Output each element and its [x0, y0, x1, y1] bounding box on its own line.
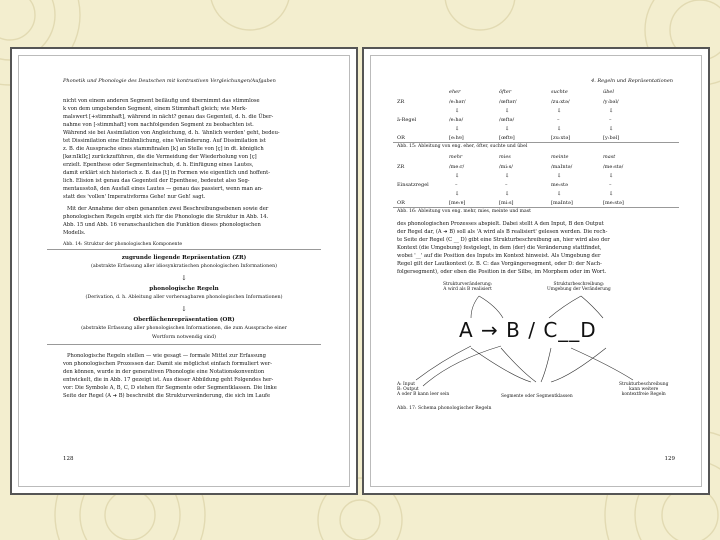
- row-label: ZR: [397, 99, 405, 105]
- arrow-down-icon: ⇩: [455, 173, 460, 179]
- table-cell: /me:r/: [449, 164, 465, 170]
- table-cell: [œftɐ]: [499, 135, 515, 141]
- arrow-down-icon: ↓: [181, 305, 187, 313]
- row-label: ZR: [397, 164, 405, 170]
- column-header: öfter: [499, 89, 512, 95]
- row-label: Einsatzregel: [397, 182, 429, 188]
- column-header: übel: [603, 89, 614, 95]
- arrow-down-icon: ⇩: [609, 108, 614, 114]
- arrow-down-icon: ⇩: [505, 191, 510, 197]
- table-cell: –: [557, 117, 560, 123]
- column-header: suchte: [551, 89, 568, 95]
- diagram-arrows: [371, 56, 702, 487]
- arrow-down-icon: ⇩: [455, 126, 460, 132]
- arrow-line: [541, 348, 551, 382]
- divider: [47, 249, 321, 250]
- text-line: statt des 'vollen' Imperativforms Gehe! nur Geh! sagt.: [63, 194, 206, 200]
- input-output-label: A: Input B: Output A oder B kann leer sein: [397, 382, 450, 397]
- table-cell: /œftər/: [499, 99, 517, 105]
- right-page: [370, 55, 702, 487]
- table-cell: –: [455, 182, 458, 188]
- column-header: eher: [449, 89, 461, 95]
- arrow-line: [551, 348, 606, 382]
- text-line: Modells.: [63, 230, 86, 236]
- table-cell: /e:hər/: [449, 99, 466, 105]
- text-line: te Seite der Regel (C __ D) gibt eine Strukturbeschreibung an, hier wird also der: [397, 237, 610, 243]
- text-line: Abb. 15 und Abb. 16 veranschaulichen die Funktion dieses phonologischen: [63, 222, 261, 228]
- left-page-frame: [10, 47, 358, 495]
- arrow-down-icon: ⇩: [505, 173, 510, 179]
- table-cell: [zu:xtə]: [551, 135, 571, 141]
- figure-16-caption: Abb. 16: Ableitung von eng. mehr, mies, meinte und mast: [397, 209, 531, 214]
- table-cell: [e:hɐ]: [449, 135, 464, 141]
- text-line: [kø:nIklIç] zurückzuführen, die die Vermeidung der Wiederholung von [ç]: [63, 154, 257, 160]
- column-header: mies: [499, 154, 511, 160]
- zr-title: zugrunde liegende Repräsentation (ZR): [121, 255, 247, 261]
- page-number: 129: [664, 456, 675, 462]
- column-header: mehr: [449, 154, 463, 160]
- text-line: von phonologischen Prozessen dar. Damit sie möglichst einfach formuliert wer-: [63, 361, 272, 367]
- page-number: 128: [63, 456, 74, 462]
- row-label: OR: [397, 200, 405, 206]
- rules-description: (Derivation, d. h. Ableitung aller vorhersagbaren phonologischen Informationen): [85, 295, 283, 300]
- arrow-down-icon: ⇩: [557, 191, 562, 197]
- text-line: k von dem umgebenden Segment, einem Stimmhaft gleich; wie Merk-: [63, 106, 247, 112]
- structure-change-label: Strukturveränderung: A wird als B realisiert: [443, 282, 493, 292]
- arrow-line: [423, 346, 501, 386]
- table-cell: –: [609, 117, 612, 123]
- segments-label: Segmente oder Segmentklassen: [501, 394, 573, 399]
- rule-formula: A → B / C__D: [459, 318, 597, 342]
- table-cell: /y:bəl/: [603, 99, 619, 105]
- text-line: Während sie bei Assimilation von Angleichung, d. h. 'ähnlich werden' geht, bedeu-: [63, 130, 280, 136]
- table-cell: /œftə/: [499, 117, 515, 123]
- arrow-line: [479, 296, 503, 318]
- text-line: Phonologische Regeln stellen — wie gesagt — formale Mittel zur Erfassung: [67, 353, 266, 359]
- arrow-down-icon: ⇩: [609, 191, 614, 197]
- table-cell: /me:stə/: [603, 164, 624, 170]
- table-cell: [mi:s]: [499, 200, 514, 206]
- text-line: nahme von [-stimmhaft] vom nachfolgenden Segment zu beobachten ist.: [63, 122, 254, 128]
- text-line: des phonologischen Prozesses abspielt. Dabei stellt A den Input, B den Output: [397, 221, 604, 227]
- right-running-header: 4. Regeln und Repräsentationen: [591, 78, 673, 84]
- text-line: der Regel dar, (A ➜ B) soll als 'A wird als B realisiert' gelesen werden. Die rech-: [397, 229, 608, 235]
- table-cell: /maIntə/: [551, 164, 573, 170]
- arrow-line: [549, 296, 581, 318]
- text-line: Regel gilt der Lautkontext (z. B. C: das Vorgängersegment, oder D: der Nach-: [397, 261, 602, 267]
- left-page: [18, 55, 350, 487]
- column-header: meinte: [551, 154, 569, 160]
- table-cell: me:stə: [551, 182, 568, 188]
- table-cell: [me:stə]: [603, 200, 624, 206]
- arrow-line: [416, 346, 471, 380]
- table-cell: [me:ɐ]: [449, 200, 466, 206]
- arrow-line: [571, 348, 633, 380]
- column-header: mast: [603, 154, 616, 160]
- table-cell: /zu:xtə/: [551, 99, 570, 105]
- zr-description: (abstrakte Erfassung aller idiosynkratischen phonologischen Informationen): [90, 264, 278, 269]
- arrow-down-icon: ⇩: [455, 191, 460, 197]
- arrow-line: [581, 296, 603, 318]
- table-cell: –: [505, 182, 508, 188]
- table-cell: –: [609, 182, 612, 188]
- text-line: Kontext (die Umgebung) festgelegt, in dem (der) die Veränderung stattfindet,: [397, 245, 602, 251]
- arrow-down-icon: ⇩: [505, 108, 510, 114]
- figure-14-caption: Abb. 14: Struktur der phonologischen Komponente: [63, 242, 183, 247]
- rules-title: phonologische Regeln: [149, 286, 219, 292]
- text-line: tet Dissimilation eine Entähnlichung, eine Veränderung. Auf Dissimilation ist: [63, 138, 266, 144]
- arrow-down-icon: ⇩: [505, 126, 510, 132]
- text-line: nicht von einem anderen Segment beiläufig und übernimmt das stimmlose: [63, 98, 260, 104]
- text-line: vor: Die Symbole A, B, C, D stehen für Segmente oder Segmentklassen. Die linke: [63, 385, 277, 391]
- arrow-down-icon: ⇩: [557, 108, 562, 114]
- or-description: Wortform notwendig sind): [152, 335, 216, 340]
- table-cell: /e:hə/: [449, 117, 464, 123]
- text-line: Mit der Annahme der oben genannten zwei Beschreibungsebenen sowie der: [67, 206, 269, 212]
- text-line: damit erklärt sich historisch z. B. das [t] in Formen wie eigentlich und hoffent-: [63, 170, 270, 176]
- row-label: OR: [397, 135, 405, 141]
- structure-description-extra-label: Strukturbeschreibung kann weitere kontextfreie Regeln: [619, 382, 669, 397]
- figure-17-caption: Abb. 17: Schema phonologischer Regeln: [397, 406, 492, 411]
- text-line: mentausstoß, den Ausfall eines Lautes — genau das passiert, wenn man an-: [63, 186, 263, 192]
- arrow-down-icon: ⇩: [557, 173, 562, 179]
- text-line: folgersegment), oder eben die Position in der Silbe, im Morphem oder im Wort.: [397, 269, 607, 275]
- arrow-down-icon: ⇩: [455, 108, 460, 114]
- arrow-line: [471, 296, 479, 318]
- text-line: malswert [+stimmhaft], während in nächt? genau das Gegenteil, d. h. die Über-: [63, 114, 274, 120]
- table-cell: [y:bəl]: [603, 135, 620, 141]
- text-line: Seite der Regel (A ➜ B) beschreibt die Strukturveränderung, die sich im Laufe: [63, 393, 271, 399]
- or-title: Oberflächenrepräsentation (OR): [133, 317, 235, 323]
- table-cell: [maIntə]: [551, 200, 573, 206]
- text-line: wobei '__' auf die Position des Inputs im Kontext hinweist. Als Umgebung der: [397, 253, 601, 259]
- text-line: lich. Elision ist genau das Gegenteil der Epenthese, bedeutet also Seg-: [63, 178, 250, 184]
- right-page-frame: [362, 47, 710, 495]
- divider: [47, 344, 321, 345]
- row-label: ä-Regel: [397, 117, 417, 123]
- text-line: den können, wurde in der generativen Phonologie eine Notationskonvention: [63, 369, 265, 375]
- arrow-down-icon: ⇩: [609, 126, 614, 132]
- arrow-down-icon: ⇩: [557, 126, 562, 132]
- text-line: entwickelt, die in Abb. 17 gezeigt ist. Aus dieser Abbildung geht Folgendes her-: [63, 377, 274, 383]
- table-cell: /mi:s/: [499, 164, 513, 170]
- figure-15-caption: Abb. 15: Ableitung von eng. eher, öfter, suchte und übel: [397, 144, 528, 149]
- or-description: (abstrakte Erfassung aller phonologischen Informationen, die zum Aussprache einer: [81, 326, 287, 331]
- text-line: phonologischen Regeln ergibt sich für die Phonologie die Struktur in Abb. 14.: [63, 214, 269, 220]
- arrow-down-icon: ⇩: [609, 173, 614, 179]
- structure-description-label: Strukturbeschreibung: Umgebung der Veränderung: [547, 282, 611, 292]
- text-line: erzielt. Epenthese oder Segmenteinschub, d. h. Einfügung eines Lautes,: [63, 162, 254, 168]
- text-line: z. B. die Aussprache eines stammfinalen [k] an Stelle von [ç] in dt. königlich: [63, 146, 264, 152]
- left-running-header: Phonetik und Phonologie des Deutschen mit kontrastiven Vergleichungen/Aufgaben: [63, 78, 276, 84]
- arrow-down-icon: ↓: [181, 274, 187, 282]
